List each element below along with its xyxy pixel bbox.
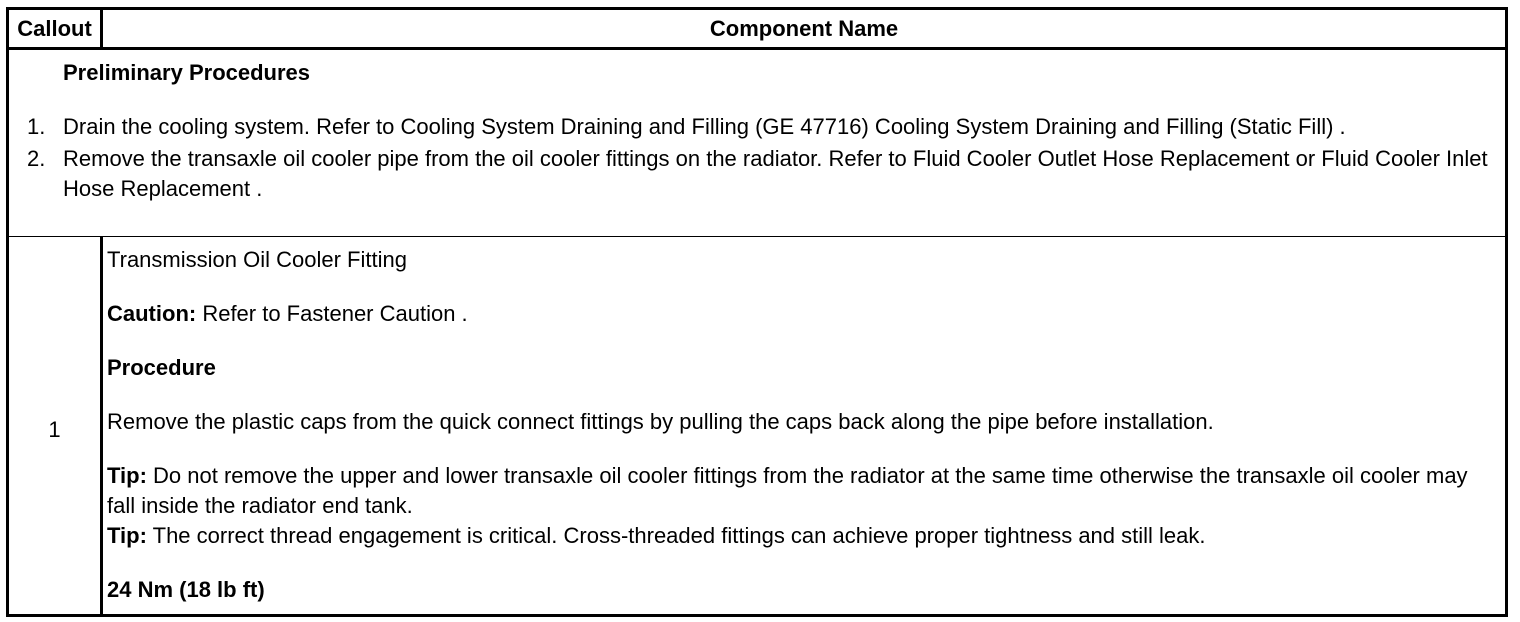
preliminary-procedures-title: Preliminary Procedures — [63, 60, 311, 85]
tip-note — [107, 521, 1499, 551]
procedure-label: Procedure — [107, 355, 216, 380]
procedure-text: Remove the plastic caps from the quick connect fittings by pulling the caps back along the pipe before installation. — [107, 409, 1214, 434]
preliminary-procedures-cell — [8, 49, 1507, 237]
tip-text: The correct thread engagement is critical. Cross-threaded fittings can achieve proper tightness and still leak. — [146, 523, 1206, 548]
preliminary-step — [9, 112, 1499, 142]
preliminary-step — [9, 144, 1499, 204]
preliminary-procedures-row — [8, 49, 1507, 237]
callout-column-header: Callout — [8, 9, 102, 49]
step-number: 2. — [27, 146, 46, 171]
tip-label: Tip: — [107, 523, 147, 548]
procedure-heading — [107, 353, 1499, 383]
torque-spec — [107, 575, 1499, 605]
table-header-row — [8, 9, 1507, 49]
caution-note — [107, 299, 1499, 329]
tip-text: Do not remove the upper and lower transaxle oil cooler fittings from the radiator at the same time otherwise the transaxle oil cooler may fall inside the radiator end tank. — [107, 463, 1468, 518]
torque-value: 24 Nm (18 lb ft) — [107, 577, 265, 602]
caution-label: Caution: — [107, 301, 197, 326]
caution-text: Refer to Fastener Caution . — [196, 301, 468, 326]
preliminary-steps-list — [9, 112, 1499, 206]
component-name: Transmission Oil Cooler Fitting — [107, 247, 407, 272]
component-detail-cell — [102, 237, 1507, 616]
table-row — [8, 237, 1507, 616]
step-text: Drain the cooling system. Refer to Cooling System Draining and Filling (GE 47716) Cooling System Draining and Filling (Static Fill) . — [63, 114, 1346, 139]
tip-note — [107, 461, 1499, 521]
tip-label: Tip: — [107, 463, 147, 488]
step-number: 1. — [27, 114, 46, 139]
callout-number: 1 — [48, 416, 61, 442]
step-text: Remove the transaxle oil cooler pipe from the oil cooler fittings on the radiator. Refer to Fluid Cooler Outlet Hose Replacement or Fluid Cooler Inlet Hose Replacement . — [63, 146, 1488, 201]
component-table — [6, 7, 1508, 617]
callout-number-cell — [8, 237, 102, 616]
component-name-column-header: Component Name — [102, 9, 1507, 49]
